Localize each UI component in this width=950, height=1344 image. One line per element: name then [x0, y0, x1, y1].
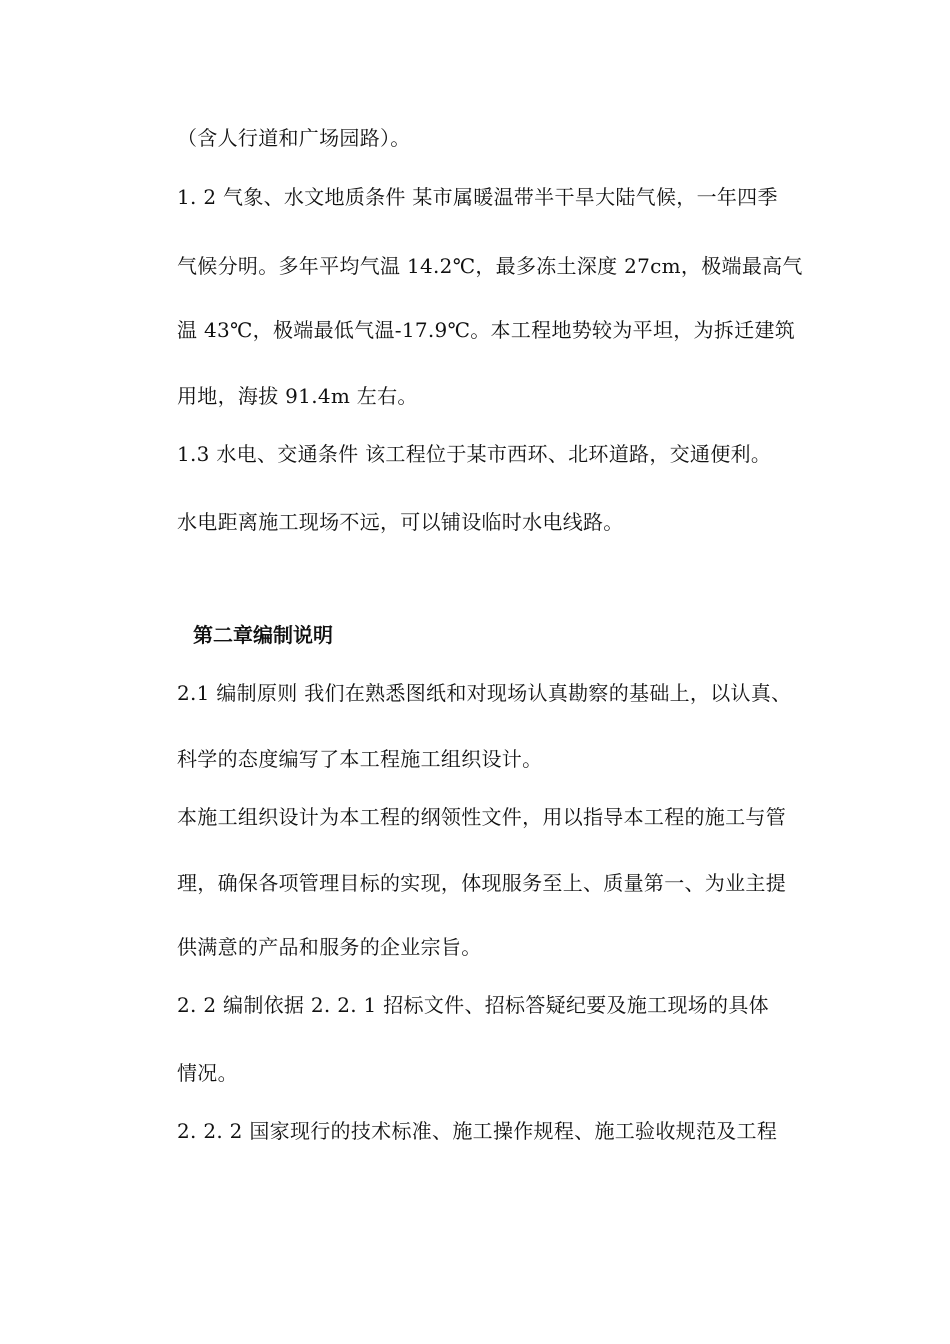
text-line: （含人行道和广场园路）。	[177, 126, 411, 150]
text-line: 理，确保各项管理目标的实现，体现服务至上、质量第一、为业主提	[177, 871, 786, 895]
text-line: 温 43℃，极端最低气温-17.9℃。本工程地势较为平坦，为拆迁建筑	[177, 318, 796, 342]
text-line: 2. 2 编制依据 2. 2. 1 招标文件、招标答疑纪要及施工现场的具体	[177, 993, 769, 1017]
text-line: 2. 2. 2 国家现行的技术标准、施工操作规程、施工验收规范及工程	[177, 1119, 778, 1143]
text-line: 水电距离施工现场不远，可以铺设临时水电线路。	[177, 510, 624, 534]
text-line: 用地，海拔 91.4m 左右。	[177, 384, 418, 408]
text-line: 本施工组织设计为本工程的纲领性文件，用以指导本工程的施工与管	[177, 805, 786, 829]
text-line: 1.3 水电、交通条件 该工程位于某市西环、北环道路，交通便利。	[177, 442, 772, 466]
text-line: 科学的态度编写了本工程施工组织设计。	[177, 747, 543, 771]
text-line: 情况。	[177, 1061, 238, 1085]
text-line: 供满意的产品和服务的企业宗旨。	[177, 935, 482, 959]
text-line: 气候分明。多年平均气温 14.2℃，最多冻土深度 27cm，极端最高气	[177, 254, 803, 278]
text-line: 1. 2 气象、水文地质条件 某市属暖温带半干旱大陆气候，一年四季	[177, 185, 778, 209]
text-line: 2.1 编制原则 我们在熟悉图纸和对现场认真勘察的基础上，以认真、	[177, 681, 792, 705]
chapter-heading: 第二章编制说明	[193, 623, 333, 647]
